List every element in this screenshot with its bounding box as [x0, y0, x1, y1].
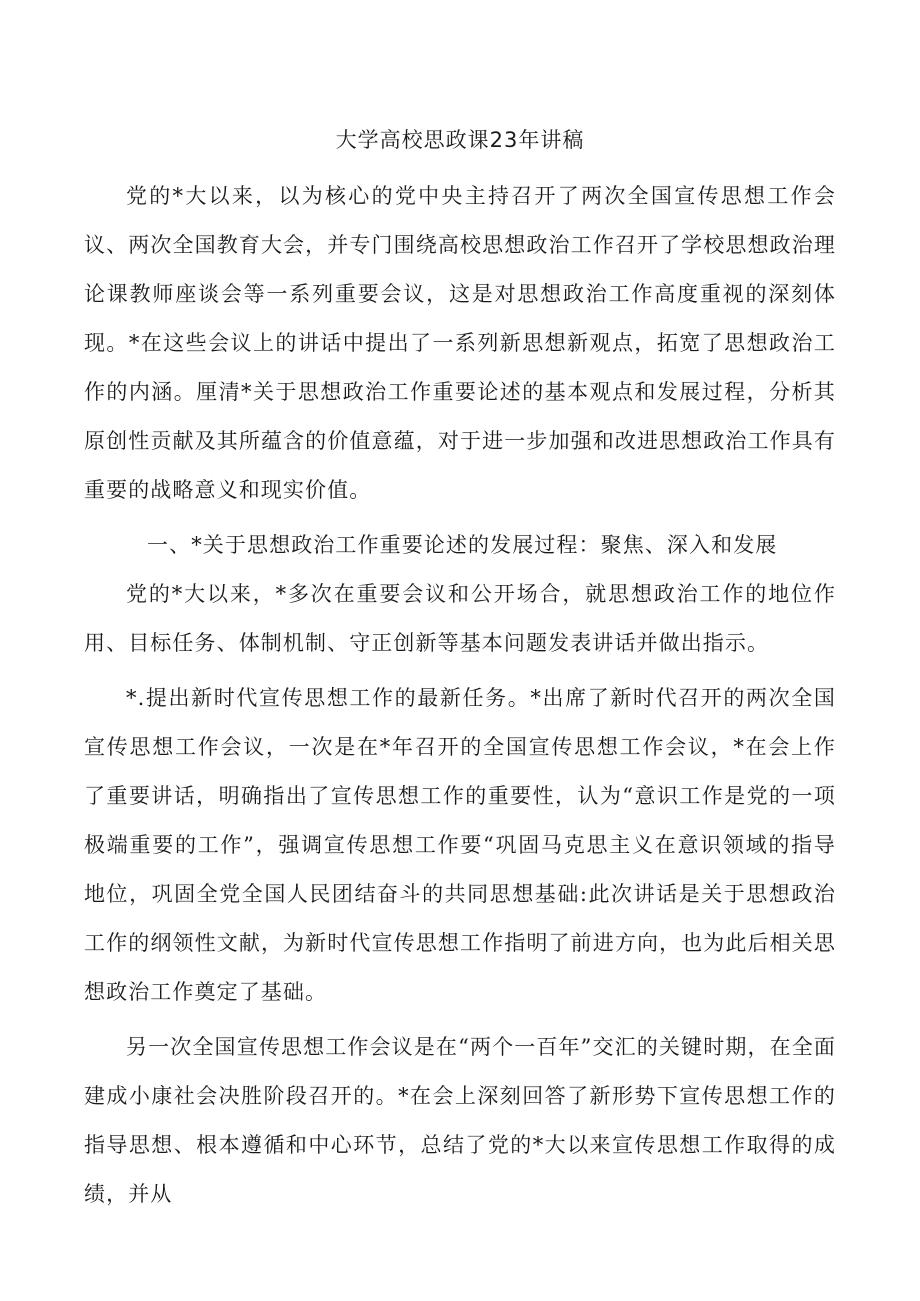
paragraph-intro: 党的*大以来，以为核心的党中央主持召开了两次全国宣传思想工作会议、两次全国教育大会，并专门围绕高校思想政治工作召开了学校思想政治理论课教师座谈会等一系列重要会议，这是对思想政治工作高度重视的深刻体现。*在这些会议上的讲话中提出了一系列新思想新观点，拓宽了思想政治工作的内涵。厘清*关于思想政治工作重要论述的基本观点和发展过程，分析其原创性贡献及其所蕴含的价值意蕴，对于进一步加强和改进思想政治工作具有重要的战略意义和现实价值。: [84, 184, 836, 502]
paragraph-overview: 党的*大以来，*多次在重要会议和公开场合，就思想政治工作的地位作用、目标任务、体制机制、守正创新等基本问题发表讲话并做出指示。: [84, 582, 836, 655]
paragraph-second-meeting: 另一次全国宣传思想工作会议是在“两个一百年”交汇的关键时期，在全面建成小康社会决胜阶段召开的。*在会上深刻回答了新形势下宣传思想工作的指导思想、根本遵循和中心环节，总结了党的*大以来宣传思想工作取得的成绩，并从: [84, 1035, 836, 1206]
paragraph-point-1: *.提出新时代宣传思想工作的最新任务。*出席了新时代召开的两次全国宣传思想工作会议，一次是在*年召开的全国宣传思想工作会议，*在会上作了重要讲话，明确指出了宣传思想工作的重要性，认为“意识工作是党的一项极端重要的工作”，强调宣传思想工作要“巩固马克思主义在意识领域的指导地位，巩固全党全国人民团结奋斗的共同思想基础:此次讲话是关于思想政治工作的纲领性文献，为新时代宣传思想工作指明了前进方向，也为此后相关思想政治工作奠定了基础。: [84, 686, 836, 1004]
section-heading-1: 一、*关于思想政治工作重要论述的发展过程：聚焦、深入和发展: [147, 533, 778, 557]
document-title: 大学高校思政课23年讲稿: [335, 128, 585, 152]
